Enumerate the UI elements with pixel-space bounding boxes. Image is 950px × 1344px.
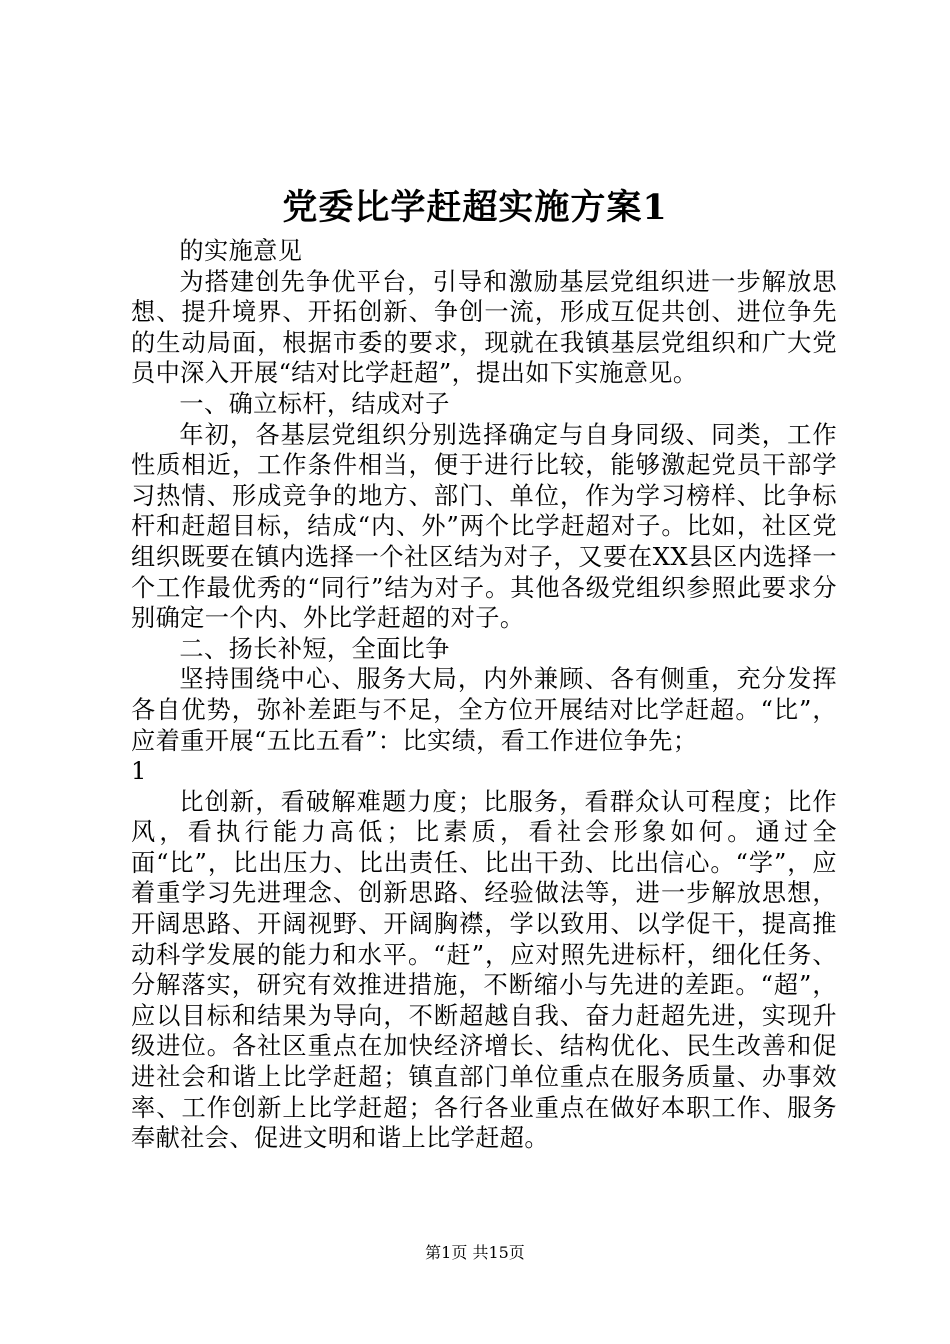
paragraph: 的实施意见 xyxy=(179,237,303,265)
paragraph: 为搭建创先争优平台，引导和激励基层党组织进一步解放思想、提升境界、开拓创新、争创一流，形成互促共创、进位争先的生动局面，根据市委的要求，现就在我镇基层党组织和广大党员中深入开展“结对比学赶超”，提出如下实施意见。 xyxy=(131,267,837,388)
section-heading: 一、确立标杆，结成对子 xyxy=(179,389,450,418)
paragraph: 坚持围绕中心、服务大局，内外兼顾、各有侧重，充分发挥各自优势，弥补差距与不足，全方位开展结对比学赶超。“比”，应着重开展“五比五看”：比实绩，看工作进位争先； xyxy=(131,665,837,755)
document-title: 党委比学赶超实施方案1 xyxy=(282,187,668,228)
paragraph: 年初，各基层党组织分别选择确定与自身同级、同类，工作性质相近，工作条件相当，便于进行比较，能够激起党员干部学习热情、形成竞争的地方、部门、单位，作为学习榜样、比争标杆和赶超目标，结成“内、外”两个比学赶超对子。比如，社区党组织既要在镇内选择一个社区结为对子，又要在XX县区内选择一个工作最优秀的“同行”结为对子。其他各级党组织参照此要求分别确定一个内、外比学赶超的对子。 xyxy=(131,420,837,633)
paragraph: 比创新，看破解难题力度；比服务，看群众认可程度；比作风，看执行能力高低；比素质，看社会形象如何。通过全面“比”，比出压力、比出责任、比出干劲、比出信心。“学”，应着重学习先进理念、创新思路、经验做法等，进一步解放思想，开阔思路、开阔视野、开阔胸襟，学以致用、以学促干，提高推动科学发展的能力和水平。“赶”，应对照先进标杆，细化任务、分解落实，研究有效推进措施，不断缩小与先进的差距。“超”，应以目标和结果为导向，不断超越自我、奋力赶超先进，实现升级进位。各社区重点在加快经济增长、结构优化、民生改善和促进社会和谐上比学赶超；镇直部门单位重点在服务质量、办事效率、工作创新上比学赶超；各行各业重点在做好本职工作、服务奉献社会、促进文明和谐上比学赶超。 xyxy=(131,787,837,1153)
inline-page-number: 1 xyxy=(131,757,147,786)
section-heading: 二、扬长补短，全面比争 xyxy=(179,634,450,663)
document-body xyxy=(131,236,837,1154)
page-footer: 第1页 共15页 xyxy=(425,1243,525,1262)
